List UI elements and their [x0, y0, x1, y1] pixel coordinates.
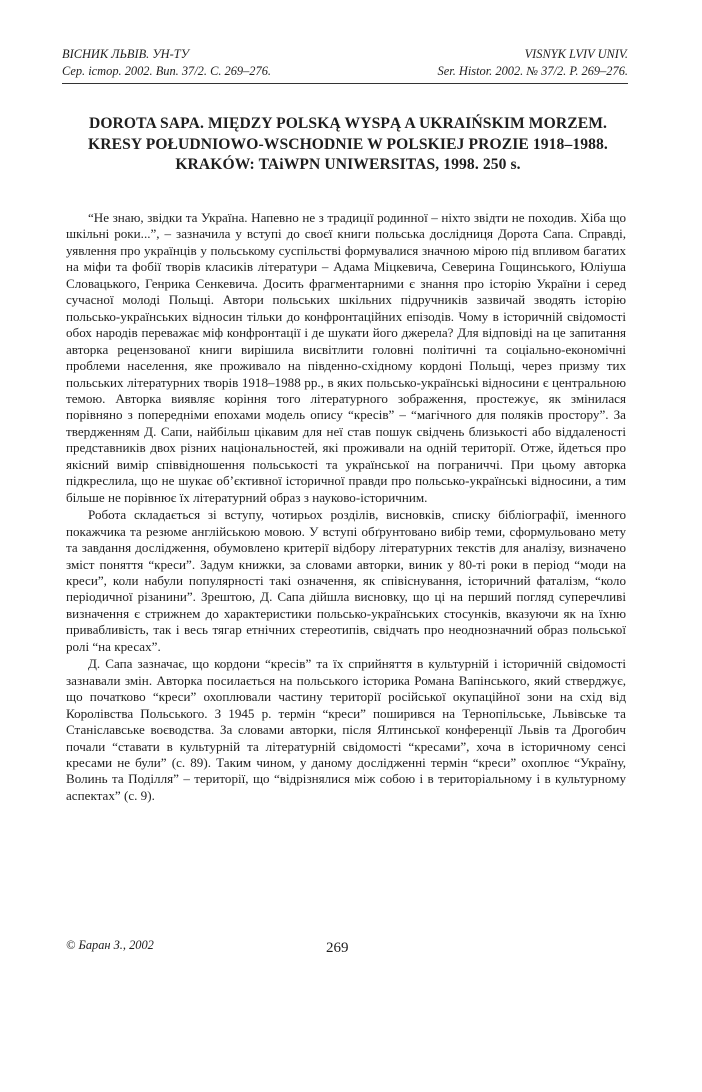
journal-name-ukr: ВІСНИК ЛЬВІВ. УН-ТУ [62, 47, 189, 61]
header-right [438, 46, 628, 80]
paragraph-1: “Не знаю, звідки та Україна. Напевно не з традиції родинної – ніхто звідти не походив. Хіба що шкільні роки...”, – зазначила у вступі до своєї книги польська дослідниця Дорота Сапа. Справді, уявлення про українців у польському суспільстві формувалися значною мірою під впливом багатих на міфи та фобії творів класиків літератури – Адама Міцкевича, Северина Гощинського, Юліуша Словацького, Генрика Сенкевича. Досить фрагментарними є знання про історію України і серед сучасної молоді Польщі. Автори польських шкільних підручників зазвичай зводять історію польсько-українських відносин тільки до конфронтаційних епізодів. Чому в історичній свідомості обох народів переважає міф конфронтації і де шукати його джерела? Для відповіді на це запитання авторка рецензованої книги вирішила висвітлити головні політичні та соціально-економічні проблеми населення, яке проживало на південно-східному кордоні Польщі, через призму тих польських літературних творів 1918–1988 рр., в яких польсько-українські відносини є центральною темою. Авторка виявляє коріння того літературного зображення, простежує, як змінилася порівняно з попередніми епохами модель опису “кресів” – “магічного для поляків простору”. За твердженням Д. Сапи, найбільш цікавим для неї став пошук свідчень близькості або віддаленості представників двох різних національностей, які проживали на одній території. Отже, йдеться про якісний вимір співвідношення польськості та української на пограниччі. При цьому авторка підкреслила, що не шукає об’єктивної історичної правди про польсько-українські відносини, а тим більше не порівнює їх літературний образ з науково-історичним. [66, 210, 626, 505]
review-title [70, 114, 626, 176]
title-line-3: KRAKÓW: TAiWPN UNIWERSITAS, 1998. 250 s. [175, 156, 521, 173]
copyright-note: © Баран З., 2002 [66, 938, 154, 952]
journal-name-lat: VISNYK LVIV UNIV. [524, 47, 628, 61]
journal-citation-lat: Ser. Histor. 2002. № 37/2. P. 269–276. [437, 64, 628, 78]
page-number: 269 [326, 940, 349, 956]
title-line-2: KRESY POŁUDNIOWO-WSCHODNIE W POLSKIEJ PROZIE 1918–1988. [88, 135, 608, 153]
paragraph-3: Д. Сапа зазначає, що кордони “кресів” та їх сприйняття в культурній і історичній свідомості зазнавали змін. Авторка посилається на польського історика Романа Вапінського, який стверджує, що початково “креси” охоплювали частину території російської окупаційної зони на схід від Королівства Польського. З 1945 р. термін “креси” поширився на Тернопільське, Львівське та Станіславське воєводства. За словами авторки, після Ялтинської конференції Львів та Дрогобич почали “ставати в культурній та літературній свідомості “кресами”, хоча в історичному сенсі кресами не були” (с. 89). Таким чином, у даному дослідженні термін “креси” охоплює “Україну, Волинь та Поділля” – території, що “відрізнялися між собою і в територіальному і в культурному аспектах” (с. 9). [66, 656, 626, 803]
title-line-1: DOROTA SAPA. MIĘDZY POLSKĄ WYSPĄ A UKRAIŃSKIM MORZEM. [88, 115, 608, 132]
journal-citation-ukr: Сер. істор. 2002. Вип. 37/2. С. 269–276. [62, 64, 271, 78]
header-rule [62, 83, 628, 84]
running-header [62, 46, 628, 90]
review-body [66, 210, 626, 804]
header-left [62, 46, 271, 80]
paragraph-2: Робота складається зі вступу, чотирьох розділів, висновків, списку бібліографії, іменного покажчика та резюме англійською мовою. У вступі обґрунтовано вибір теми, сформульовано мету та завдання дослідження, обумовлено критерії відбору літературних текстів для аналізу, визначено зміст поняття “креси”. Задум книжки, за словами авторки, виник у 80-ті роки в період “моди на креси”, коли набули популярності такі означення, як співіснування, історичний фаталізм, “коло періодичної різанини”. Зрештою, Д. Сапа дійшла висновку, що ці на перший погляд суперечливі визначення є стрижнем до характеристики польсько-українських стосунків, вказуючи як на їхню привабливість, так і весь тягар етнічних стереотипів, свідчать про неоднозначний образ польської ролі “на кресах”. [66, 507, 626, 654]
